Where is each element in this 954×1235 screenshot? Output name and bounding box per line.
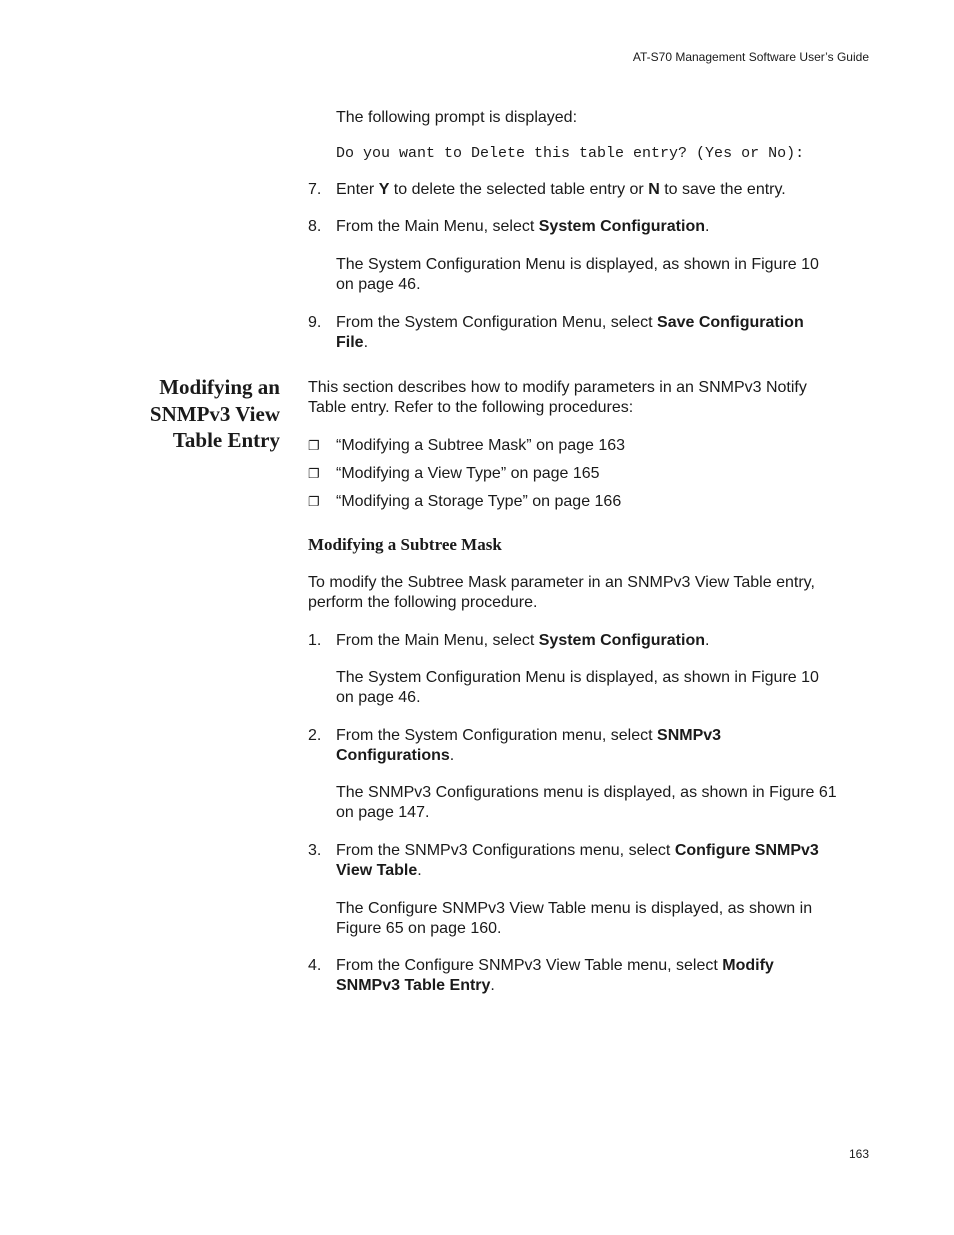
procedure-link[interactable]: “Modifying a Storage Type” on page 166: [336, 493, 622, 510]
step-number: 4.: [308, 957, 322, 974]
step-9: From the System Configuration Menu, select Save Configuration File.: [336, 314, 804, 351]
step-3-note: The Configure SNMPv3 View Table menu is displayed, as shown in Figure 65 on page 160.: [336, 900, 813, 937]
step-7: Enter Y to delete the selected table entry or N to save the entry.: [336, 181, 786, 198]
checkbox-bullet-icon: ❐: [308, 466, 320, 481]
step-4: From the Configure SNMPv3 View Table menu, select Modify SNMPv3 Table Entry.: [336, 957, 774, 994]
step-3: From the SNMPv3 Configurations menu, select Configure SNMPv3 View Table.: [336, 842, 819, 879]
step-2: From the System Configuration menu, select SNMPv3 Configurations.: [336, 727, 722, 764]
checkbox-bullet-icon: ❐: [308, 438, 320, 453]
step-number: 9.: [308, 314, 322, 331]
step-8-note: The System Configuration Menu is displayed, as shown in Figure 10 on page 46.: [336, 256, 819, 293]
step-1-note: The System Configuration Menu is displayed, as shown in Figure 10 on page 46.: [336, 669, 819, 706]
step-number: 8.: [308, 218, 322, 235]
page-number: 163: [848, 1147, 869, 1161]
prompt-text: Do you want to Delete this table entry? (Yes or No):: [336, 145, 805, 162]
step-2-note: The SNMPv3 Configurations menu is displayed, as shown in Figure 61 on page 147.: [336, 784, 837, 821]
procedure-link[interactable]: “Modifying a Subtree Mask” on page 163: [336, 437, 626, 454]
step-number: 2.: [308, 727, 322, 744]
step-8: From the Main Menu, select System Configuration.: [336, 218, 710, 235]
checkbox-bullet-icon: ❐: [308, 494, 320, 509]
prompt-intro: The following prompt is displayed:: [336, 109, 578, 126]
subsection-intro: To modify the Subtree Mask parameter in an SNMPv3 View Table entry, perform the following procedure.: [308, 574, 815, 611]
section-heading: Modifying an SNMPv3 View Table Entry: [149, 375, 280, 452]
procedure-link[interactable]: “Modifying a View Type” on page 165: [336, 465, 600, 482]
subsection-heading: Modifying a Subtree Mask: [308, 535, 502, 554]
section-intro: This section describes how to modify parameters in an SNMPv3 Notify Table entry. Refer to the following procedures:: [308, 379, 807, 416]
step-number: 3.: [308, 842, 322, 859]
step-1: From the Main Menu, select System Configuration.: [336, 632, 710, 649]
step-number: 1.: [308, 632, 322, 649]
step-number: 7.: [308, 181, 322, 198]
running-header: AT-S70 Management Software User’s Guide: [632, 50, 869, 64]
